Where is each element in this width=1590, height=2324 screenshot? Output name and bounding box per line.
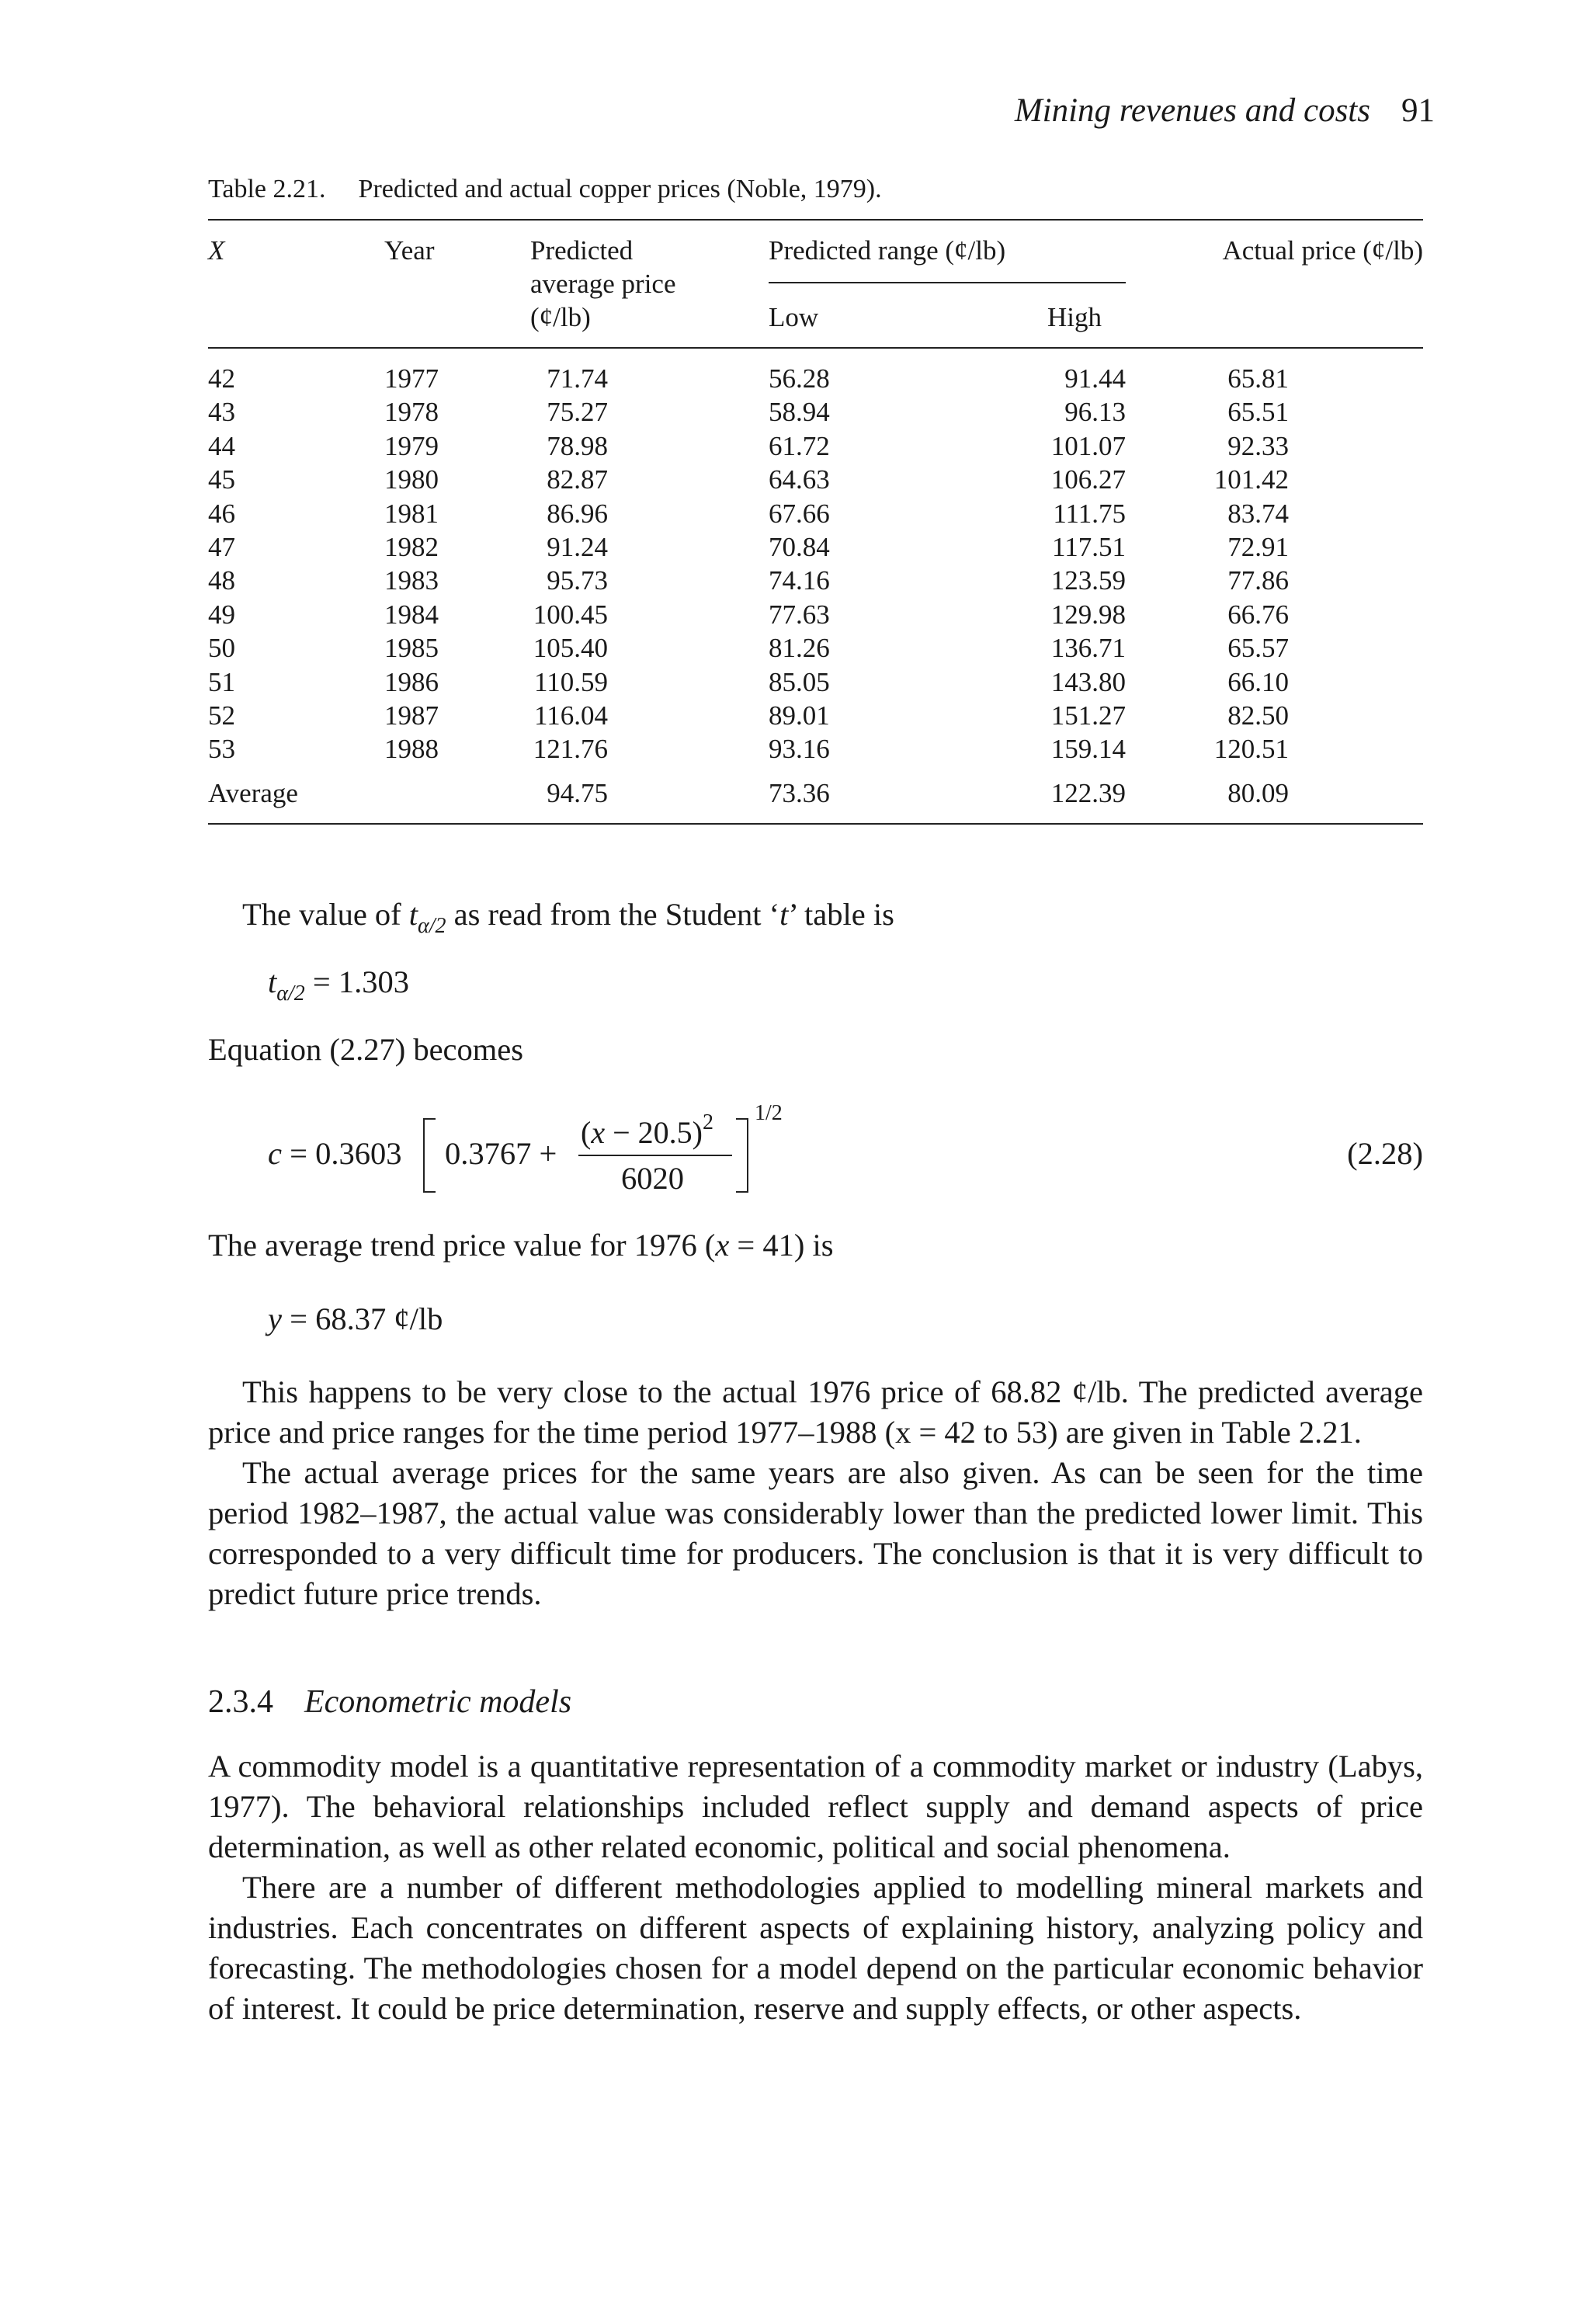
cell-low: 85.05 xyxy=(769,666,830,697)
section-number: 2.3.4 xyxy=(208,1684,273,1720)
paragraph-close-to-actual: This happens to be very close to the actual 1976 price of 68.82 ¢/lb. The predicted average price and price ranges for the time period 1977–1988 (x = 42 to 53) are given in Table 2.21. xyxy=(208,1374,1423,1450)
table-caption-text: Predicted and actual copper prices (Noble, 1979). xyxy=(358,175,882,203)
cell-predicted: 110.59 xyxy=(534,666,608,697)
cell-predicted: 78.98 xyxy=(547,430,608,461)
average-predicted: 94.75 xyxy=(547,778,608,808)
cell-actual: 65.51 xyxy=(1227,397,1289,428)
cell-actual: 65.81 xyxy=(1227,363,1289,394)
cell-low: 93.16 xyxy=(769,734,830,765)
eq-numerator: $(x - 20.5)^2$ xyxy=(581,1110,713,1150)
cell-x: 47 xyxy=(208,532,235,562)
cell-high: 136.71 xyxy=(1050,633,1126,664)
cell-actual: 77.86 xyxy=(1227,565,1289,596)
cell-year: 1986 xyxy=(384,666,439,697)
paragraph-commodity-model: A commodity model is a quantitative representation of a commodity market or industry (Labys, 1977). The behavioral relationships included reflect supply and demand aspects of price determination, as well as other related economic, political and social phenomena. xyxy=(208,1749,1423,1864)
col-header-predicted-3: (¢/lb) xyxy=(530,302,591,332)
cell-low: 77.63 xyxy=(769,599,830,630)
fraction-bar xyxy=(578,1155,732,1156)
col-header-year: Year xyxy=(384,235,435,266)
cell-high: 96.13 xyxy=(1064,397,1126,428)
cell-high: 106.27 xyxy=(1050,464,1126,495)
cell-x: 42 xyxy=(208,363,235,394)
cell-actual: 66.10 xyxy=(1227,666,1289,697)
cell-year: 1981 xyxy=(384,498,439,529)
table-header-rule xyxy=(208,347,1423,349)
cell-x: 44 xyxy=(208,430,235,461)
cell-year: 1978 xyxy=(384,397,439,428)
cell-predicted: 121.76 xyxy=(533,734,608,765)
cell-year: 1984 xyxy=(384,599,439,630)
section-title: Econometric models xyxy=(304,1684,572,1720)
average-low: 73.36 xyxy=(769,778,830,808)
running-header xyxy=(1015,92,1435,130)
right-bracket xyxy=(736,1118,748,1193)
cell-predicted: 71.74 xyxy=(547,363,608,394)
cell-actual: 92.33 xyxy=(1227,430,1289,461)
col-header-actual: Actual price (¢/lb) xyxy=(1222,235,1423,266)
cell-low: 67.66 xyxy=(769,498,830,529)
col-header-range: Predicted range (¢/lb) xyxy=(769,235,1006,266)
cell-year: 1982 xyxy=(384,532,439,562)
col-header-low: Low xyxy=(769,302,819,332)
cell-low: 56.28 xyxy=(769,363,830,394)
col-header-high: High xyxy=(1047,302,1102,332)
cell-actual: 83.74 xyxy=(1227,498,1289,529)
eq-denominator: 6020 xyxy=(621,1161,684,1196)
paragraph-average-trend: The average trend price value for 1976 (x = 41) is xyxy=(208,1228,834,1263)
cell-predicted: 95.73 xyxy=(547,565,608,596)
cell-low: 89.01 xyxy=(769,700,830,731)
cell-x: 48 xyxy=(208,565,235,596)
average-actual: 80.09 xyxy=(1227,778,1289,808)
cell-year: 1979 xyxy=(384,430,439,461)
cell-year: 1983 xyxy=(384,565,439,596)
table-bottom-rule xyxy=(208,823,1423,825)
table-label: Table 2.21. xyxy=(208,175,326,203)
cell-predicted: 86.96 xyxy=(547,498,608,529)
cell-actual: 65.57 xyxy=(1227,633,1289,664)
cell-actual: 72.91 xyxy=(1227,532,1289,562)
col-header-x: X xyxy=(208,235,225,266)
cell-low: 81.26 xyxy=(769,633,830,664)
cell-x: 45 xyxy=(208,464,235,495)
cell-x: 46 xyxy=(208,498,235,529)
equation-y-value: y = 68.37 ¢/lb xyxy=(268,1301,443,1336)
cell-year: 1980 xyxy=(384,464,439,495)
equation-number: (2.28) xyxy=(1347,1136,1423,1171)
cell-low: 61.72 xyxy=(769,430,830,461)
cell-actual: 82.50 xyxy=(1227,700,1289,731)
cell-high: 117.51 xyxy=(1052,532,1126,562)
table-caption xyxy=(208,175,882,204)
cell-low: 70.84 xyxy=(769,532,830,562)
cell-year: 1977 xyxy=(384,363,439,394)
cell-high: 129.98 xyxy=(1050,599,1126,630)
table-top-rule xyxy=(208,219,1423,221)
cell-high: 123.59 xyxy=(1050,565,1126,596)
cell-high: 143.80 xyxy=(1050,666,1126,697)
cell-high: 91.44 xyxy=(1064,363,1126,394)
cell-high: 101.07 xyxy=(1050,430,1126,461)
cell-high: 151.27 xyxy=(1050,700,1126,731)
cell-high: 111.75 xyxy=(1053,498,1126,529)
cell-low: 64.63 xyxy=(769,464,830,495)
cell-actual: 66.76 xyxy=(1227,599,1289,630)
average-label: Average xyxy=(208,778,298,808)
cell-predicted: 75.27 xyxy=(547,397,608,428)
running-title: Mining revenues and costs xyxy=(1014,92,1370,129)
cell-x: 50 xyxy=(208,633,235,664)
average-high: 122.39 xyxy=(1050,778,1126,808)
cell-low: 58.94 xyxy=(769,397,830,428)
paragraph-equation-becomes: Equation (2.27) becomes xyxy=(208,1032,524,1067)
range-underline xyxy=(769,282,1126,283)
cell-x: 49 xyxy=(208,599,235,630)
cell-x: 43 xyxy=(208,397,235,428)
cell-predicted: 116.04 xyxy=(534,700,608,731)
cell-predicted: 105.40 xyxy=(533,633,608,664)
cell-predicted: 82.87 xyxy=(547,464,608,495)
eq-exponent: 1/2 xyxy=(755,1101,783,1125)
paragraph-methodologies: There are a number of different methodologies applied to modelling mineral markets and industries. Each concentrates on different aspects of explaining history, analyzing policy and forecasting. The methodologies chosen for a model depend on the particular economic behavior of interest. It could be price determination, reserve and supply effects, or other aspects. xyxy=(208,1870,1423,2026)
cell-low: 74.16 xyxy=(769,565,830,596)
cell-x: 52 xyxy=(208,700,235,731)
eq-inner: 0.3767 + xyxy=(445,1136,557,1171)
cell-x: 53 xyxy=(208,734,235,765)
paragraph-t-value: The value of $t_{\alpha/2}$ as read from the Student ‘t’ table is xyxy=(242,897,894,938)
cell-year: 1988 xyxy=(384,734,439,765)
cell-year: 1987 xyxy=(384,700,439,731)
eq-lhs: c = 0.3603 xyxy=(268,1136,402,1171)
paragraph-actual-average: The actual average prices for the same years are also given. As can be seen for the time period 1982–1987, the actual value was considerably lower than the predicted lower limit. This corresponded to a very difficult time for producers. The conclusion is that it is very difficult to predict future price trends. xyxy=(208,1455,1423,1611)
cell-high: 159.14 xyxy=(1050,734,1126,765)
cell-predicted: 91.24 xyxy=(547,532,608,562)
cell-x: 51 xyxy=(208,666,235,697)
cell-predicted: 100.45 xyxy=(533,599,608,630)
col-header-predicted-1: Predicted xyxy=(530,235,634,266)
section-heading xyxy=(208,1683,571,1721)
cell-year: 1985 xyxy=(384,633,439,664)
equation-t-alpha: $t_{\alpha/2} = 1.303$ xyxy=(268,964,409,1006)
left-bracket xyxy=(423,1118,436,1193)
cell-actual: 101.42 xyxy=(1213,464,1289,495)
cell-actual: 120.51 xyxy=(1213,734,1289,765)
col-header-predicted-2: average price xyxy=(530,269,676,299)
page-number: 91 xyxy=(1401,92,1435,129)
